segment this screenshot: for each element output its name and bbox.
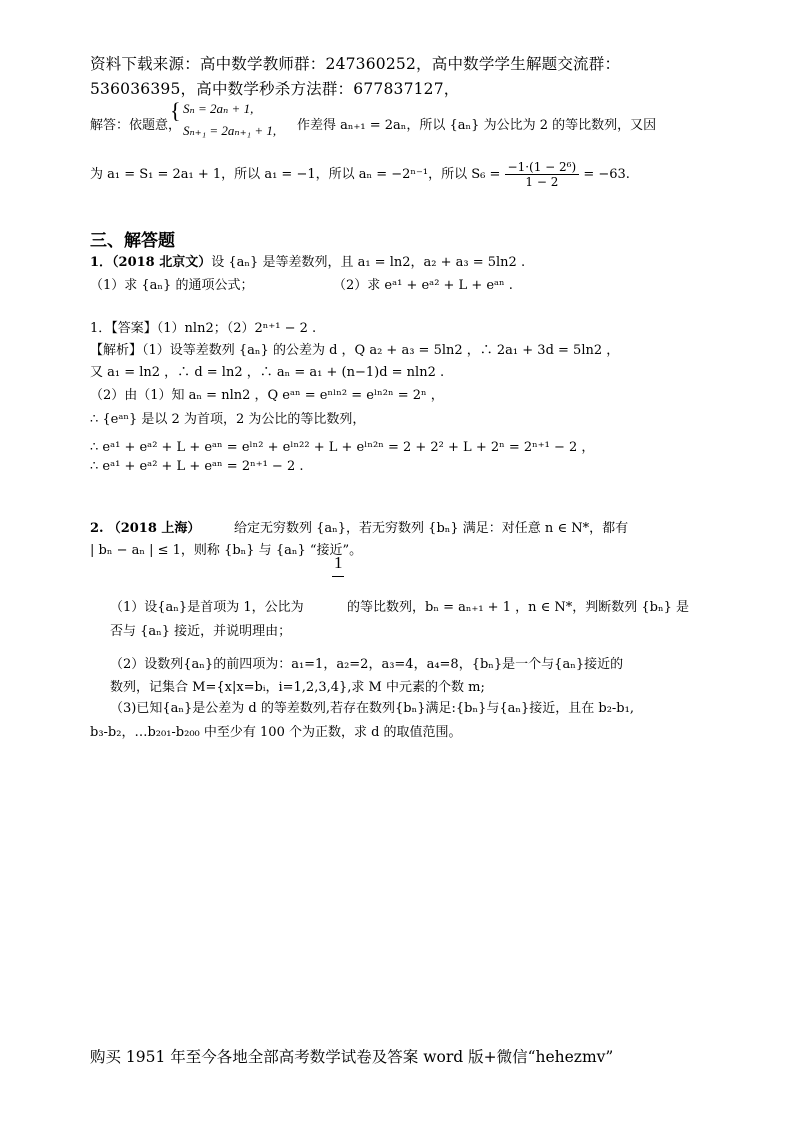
q1-source: （2018 北京文）	[112, 255, 212, 270]
q2-part-2b: 数列，记集合 M={x|x=bᵢ，i=1,2,3,4},求 M 中元素的个数 m;	[110, 680, 485, 695]
q1-stem-line	[90, 251, 525, 270]
q2-part-3a: （3)已知{aₙ}是公差为 d 的等差数列,若存在数列{bₙ}满足:{bₙ}与{aₙ}接近，且在 b₂-b₁,	[110, 701, 634, 716]
q2-part-3b: b₃-b₂，…b₂₀₁-b₂₀₀ 中至少有 100 个为正数，求 d 的取值范围。	[90, 725, 462, 740]
solution-lead: 解答：依题意，	[90, 118, 182, 133]
q2-stem-1: 给定无穷数列 {aₙ}，若无穷数列 {bₙ} 满足：对任意 n ∈ N*，都有	[234, 521, 629, 536]
q2-source: （2018 上海）	[107, 521, 201, 536]
half-fraction-bar	[332, 576, 344, 577]
header-line-1: 资料下载来源：高中数学教师群：247360252，高中数学学生解题交流群：	[90, 55, 621, 73]
solution-line-3a: 为 a₁ = S₁ = 2a₁ + 1，所以 a₁ = −1，所以 aₙ = −2ⁿ⁻¹，所以 S₆ =	[90, 167, 501, 182]
s6-fraction	[505, 160, 580, 189]
q1-part-2: （2）求 eᵃ¹ + eᵃ² + L + eᵃⁿ .	[333, 278, 513, 293]
a1-analysis-4: ∴ {eᵃⁿ} 是以 2 为首项，2 为公比的等比数列，	[90, 412, 366, 427]
q2-part-1b: 的等比数列，bₙ = aₙ₊₁ + 1 ，n ∈ N*，判断数列 {bₙ} 是	[347, 600, 689, 615]
a1-analysis-1: 【解析】（1）设等差数列 {aₙ} 的公差为 d ，Q a₂ + a₃ = 5ln2 ，∴ 2a₁ + 3d = 5ln2 ，	[90, 343, 620, 358]
q2-stem-2: | bₙ − aₙ | ≤ 1，则称 {bₙ} 与 {aₙ} “接近”。	[90, 543, 363, 558]
q1-stem: 设 {aₙ} 是等差数列，且 a₁ = ln2，a₂ + a₃ = 5ln2 .	[211, 255, 526, 270]
system-brace: {	[170, 98, 181, 123]
a1-analysis-5: ∴ eᵃ¹ + eᵃ² + L + eᵃⁿ = eˡⁿ² + eˡⁿ²² + L + eˡⁿ²ⁿ = 2 + 2² + L + 2ⁿ = 2ⁿ⁺¹ − 2 ，	[90, 440, 595, 455]
solution-line-3b: = −63.	[583, 167, 630, 182]
s6-denominator: 1 − 2	[525, 175, 559, 189]
system-eq-1: Sₙ = 2aₙ + 1,	[183, 101, 254, 116]
q1-part-1: （1）求 {aₙ} 的通项公式；	[90, 278, 254, 293]
a1-analysis-3: （2）由（1）知 aₙ = nln2 ，Q eᵃⁿ = eⁿˡⁿ² = eˡⁿ²ⁿ = 2ⁿ ，	[90, 388, 444, 403]
q2-num: 2.	[90, 521, 104, 536]
a1-analysis-6: ∴ eᵃ¹ + eᵃ² + L + eᵃⁿ = 2ⁿ⁺¹ − 2 .	[90, 459, 304, 474]
system-eq-2: Sₙ₊₁ = 2aₙ₊₁ + 1,	[183, 123, 277, 138]
q2-part-1a: （1）设{aₙ}是首项为 1，公比为	[110, 600, 304, 615]
a1-analysis-2: 又 a₁ = ln2 ，∴ d = ln2 ，∴ aₙ = a₁ + (n−1)d = nln2 .	[90, 365, 445, 380]
q1-number: 1．	[90, 255, 113, 270]
solution-after: 作差得 aₙ₊₁ = 2aₙ，所以 {aₙ} 为公比为 2 的等比数列，又因	[297, 118, 657, 133]
s6-numerator: −1·(1 − 2⁶)	[505, 160, 580, 175]
q2-part-1c: 否与 {aₙ} 接近，并说明理由；	[110, 624, 292, 639]
q2-part-2a: （2）设数列{aₙ}的前四项为：a₁=1，a₂=2，a₃=4，a₄=8，{bₙ}是一个与{aₙ}接近的	[110, 657, 624, 672]
q2-number	[90, 517, 200, 536]
footer-text: 购买 1951 年至今各地全部高考数学试卷及答案 word 版+微信“hehezmv”	[90, 1048, 614, 1066]
half-numerator: 1	[334, 553, 343, 572]
solution-line-3	[90, 160, 630, 189]
section-title: 三、解答题	[90, 231, 175, 251]
a1-answer: 1．【答案】（1）nln2；（2）2ⁿ⁺¹ − 2 .	[90, 321, 317, 336]
header-line-2: 536036395，高中数学秒杀方法群：677837127，	[90, 80, 460, 98]
